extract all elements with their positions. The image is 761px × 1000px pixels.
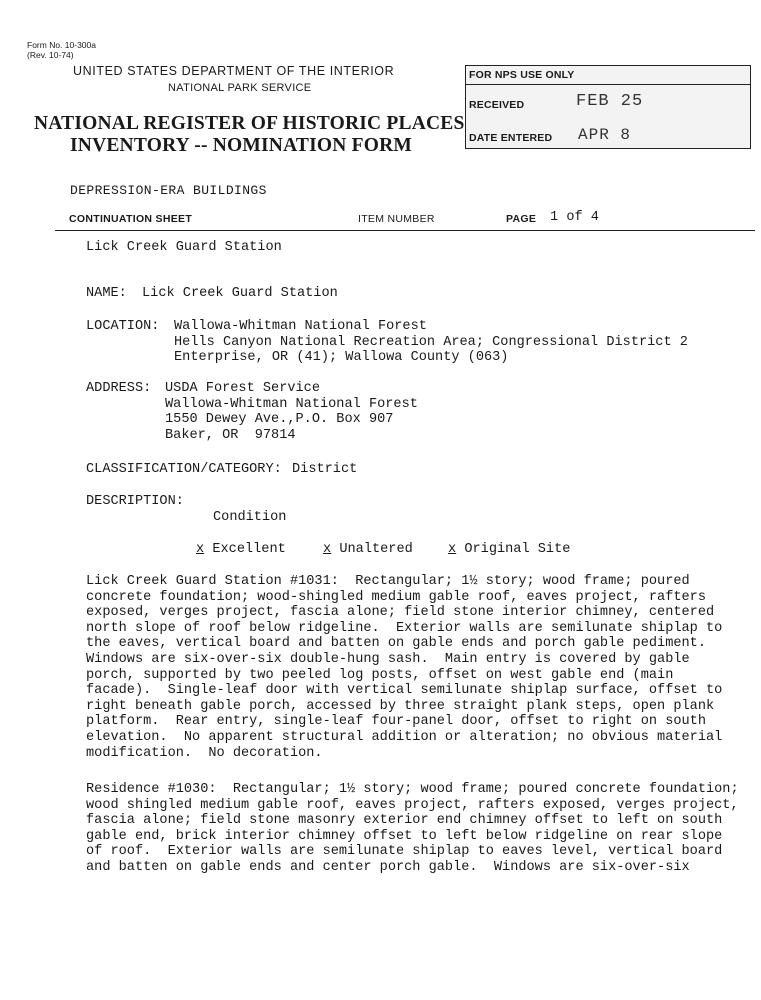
form-number — [27, 40, 96, 60]
received-stamp: FEB 25 — [576, 92, 644, 111]
paragraph-line: exposed, verges project, fascia alone; field stone interior chimney, centered — [86, 605, 715, 621]
description-paragraph-1 — [86, 574, 722, 761]
classification-value: District — [292, 462, 358, 477]
paragraph-line: of roof. Exterior walls are semilunate shiplap to eaves level, vertical board — [86, 844, 723, 860]
paragraph-line: concrete foundation; wood-shingled medium gable roof, eaves project, rafters — [86, 589, 706, 605]
form-title-line2: INVENTORY -- NOMINATION FORM — [70, 135, 413, 156]
paragraph-line: right beneath gable porch, accessed by three straight plank steps, open plank — [86, 698, 715, 714]
paragraph-line: gable end, brick interior chimney offset to left below ridgeline on rear slope — [86, 828, 723, 844]
paragraph-line: porch, supported by two peeled log posts, offset on west gable end (main — [86, 667, 674, 683]
nps-use-heading: FOR NPS USE ONLY — [469, 69, 575, 81]
location-label: LOCATION: — [86, 319, 160, 334]
paragraph-line: Windows are six-over-six double-hung sash. Main entry is covered by gable — [86, 651, 690, 667]
description-paragraph-2 — [86, 782, 739, 876]
property-heading: Lick Creek Guard Station — [86, 240, 282, 255]
header-rule — [55, 230, 755, 231]
address-line: Wallowa-Whitman National Forest — [165, 396, 418, 412]
condition-text: Excellent — [212, 542, 286, 557]
group-name: DEPRESSION-ERA BUILDINGS — [70, 183, 267, 198]
department-heading: UNITED STATES DEPARTMENT OF THE INTERIOR — [73, 64, 395, 78]
paragraph-line: north slope of roof below ridgeline. Exterior walls are semilunate shiplap to — [86, 620, 723, 636]
paragraph-line: fascia alone; field stone masonry exterior end chimney offset to left on south — [86, 813, 723, 829]
form-revision-text: (Rev. 10-74) — [27, 50, 74, 60]
paragraph-line: and batten on gable ends and center porch gable. Windows are six-over-six — [86, 859, 690, 875]
condition-text: Original Site — [464, 542, 571, 557]
condition-mark: x — [196, 542, 205, 557]
paragraph-line: elevation. No apparent structural addition or alteration; no obvious material — [86, 729, 723, 745]
condition-unaltered — [323, 542, 413, 557]
paragraph-line: the eaves, vertical board and batten on gable ends and porch gable pediment. — [86, 636, 706, 652]
continuation-sheet-label: CONTINUATION SHEET — [69, 213, 193, 225]
paragraph-line: Residence #1030: Rectangular; 1½ story; wood frame; poured concrete foundation; — [86, 782, 739, 797]
condition-text: Unaltered — [339, 542, 413, 557]
address-line: Baker, OR 97814 — [165, 427, 296, 443]
nps-use-box — [465, 65, 751, 149]
form-title-line1: NATIONAL REGISTER OF HISTORIC PLACES — [34, 113, 465, 134]
condition-excellent — [196, 542, 286, 557]
description-label: DESCRIPTION: — [86, 494, 184, 509]
paragraph-line: Lick Creek Guard Station #1031: Rectangular; 1½ story; wood frame; poured — [86, 574, 690, 589]
page-value: 1 of 4 — [550, 210, 599, 225]
name-value: Lick Creek Guard Station — [142, 286, 338, 301]
location-line: Enterprise, OR (41); Wallowa County (063) — [174, 350, 509, 366]
location-line: Wallowa-Whitman National Forest — [174, 319, 427, 334]
paragraph-line: wood shingled medium gable roof, eaves project, rafters exposed, verges project, — [86, 797, 739, 813]
paragraph-line: platform. Rear entry, single-leaf four-panel door, offset to right on south — [86, 714, 706, 730]
address-line: 1550 Dewey Ave.,P.O. Box 907 — [165, 412, 394, 428]
condition-mark: x — [448, 542, 457, 557]
page-label: PAGE — [506, 213, 537, 225]
classification-label: CLASSIFICATION/CATEGORY: — [86, 462, 282, 477]
location-line: Hells Canyon National Recreation Area; Congressional District 2 — [174, 334, 688, 350]
condition-label: Condition — [213, 510, 287, 525]
condition-original-site — [448, 542, 570, 557]
address-line: USDA Forest Service — [165, 381, 320, 396]
service-heading: NATIONAL PARK SERVICE — [168, 82, 312, 94]
paragraph-line: facade). Single-leaf door with vertical semilunate shiplap surface, offset to — [86, 683, 723, 699]
date-entered-label: DATE ENTERED — [469, 132, 553, 144]
date-entered-stamp: APR 8 — [578, 126, 632, 144]
address-label: ADDRESS: — [86, 381, 152, 396]
form-number-text: Form No. 10-300a — [27, 40, 96, 50]
location-block — [174, 319, 688, 366]
received-label: RECEIVED — [469, 99, 525, 111]
name-label: NAME: — [86, 286, 127, 301]
item-number-label: ITEM NUMBER — [358, 213, 435, 225]
address-block — [165, 381, 418, 443]
paragraph-line: modification. No decoration. — [86, 745, 323, 761]
condition-mark: x — [323, 542, 332, 557]
nps-box-divider — [466, 84, 750, 85]
